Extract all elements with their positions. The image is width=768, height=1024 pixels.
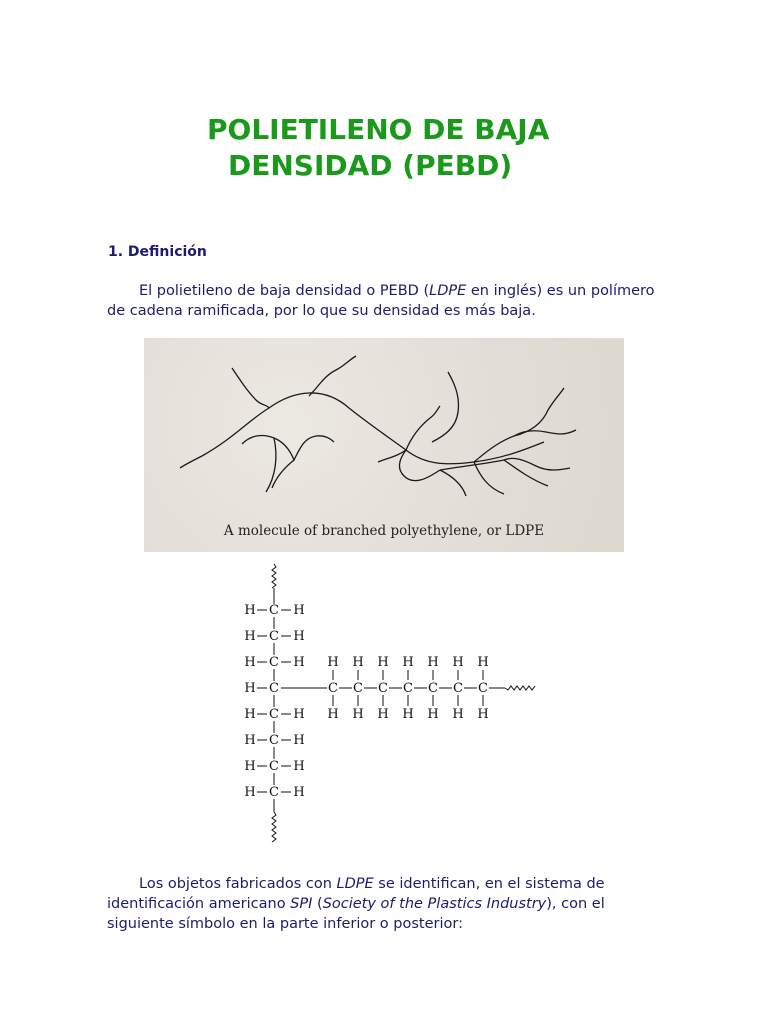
spi-term: SPI: [290, 896, 313, 912]
hydrogen-atom: H: [293, 785, 305, 800]
identification-paragraph: Los objetos fabricados con LDPE se identifican, en el sistema de identificación americano SPI (Society of the Plastics Industry), con el siguiente símbolo en la parte inferior o posterior:: [107, 876, 605, 932]
carbon-atom: C: [269, 603, 279, 618]
hydrogen-atom: H: [293, 759, 305, 774]
hydrogen-atom: H: [427, 707, 439, 722]
hydrogen-atom: H: [293, 629, 305, 644]
carbon-atom: C: [478, 681, 488, 696]
hydrogen-atom: H: [452, 655, 464, 670]
carbon-atom: C: [269, 629, 279, 644]
carbon-atom: C: [428, 681, 438, 696]
carbon-atom: C: [328, 681, 338, 696]
section-heading-definicion: 1. Definición: [108, 244, 207, 260]
hydrogen-atom: H: [244, 759, 256, 774]
carbon-atom: C: [353, 681, 363, 696]
hydrogen-atom: H: [377, 707, 389, 722]
branched-polyethylene-drawing: [144, 338, 624, 552]
hydrogen-atom: H: [402, 707, 414, 722]
hydrogen-atom: H: [244, 603, 256, 618]
ldpe-term: LDPE: [429, 283, 467, 299]
hydrogen-atom: H: [244, 681, 256, 696]
hydrogen-atom: H: [352, 655, 364, 670]
hydrogen-atom: H: [477, 707, 489, 722]
hydrogen-atom: H: [477, 655, 489, 670]
title-line-1: POLIETILENO DE BAJA: [207, 113, 550, 146]
hydrogen-atom: H: [293, 707, 305, 722]
society-term: Society of the Plastics Industry: [322, 896, 547, 912]
hydrogen-atom: H: [452, 707, 464, 722]
hydrogen-atom: H: [377, 655, 389, 670]
definition-paragraph: El polietileno de baja densidad o PEBD (LDPE en inglés) es un polímero de cadena ramificada, por lo que su densidad es más baja.: [107, 283, 655, 319]
carbon-atom: C: [269, 785, 279, 800]
hydrogen-atom: H: [293, 655, 305, 670]
hydrogen-atom: H: [293, 733, 305, 748]
carbon-atom: C: [269, 733, 279, 748]
hydrogen-atom: H: [244, 629, 256, 644]
hydrogen-atom: H: [244, 733, 256, 748]
carbon-atom: C: [269, 655, 279, 670]
hydrogen-atom: H: [244, 785, 256, 800]
carbon-atom: C: [269, 707, 279, 722]
structural-formula: [230, 560, 550, 850]
carbon-atom: C: [378, 681, 388, 696]
title-line-2: DENSIDAD (PEBD): [228, 149, 513, 182]
hydrogen-atom: H: [352, 707, 364, 722]
carbon-atom: C: [269, 681, 279, 696]
ldpe-term-2: LDPE: [336, 876, 374, 892]
hydrogen-atom: H: [244, 655, 256, 670]
hydrogen-atom: H: [427, 655, 439, 670]
hydrogen-atom: H: [327, 707, 339, 722]
carbon-atom: C: [269, 759, 279, 774]
branched-molecule-figure: [144, 338, 624, 552]
carbon-atom: C: [403, 681, 413, 696]
hydrogen-atom: H: [327, 655, 339, 670]
figure-caption: A molecule of branched polyethylene, or LDPE: [223, 523, 545, 539]
hydrogen-atom: H: [244, 707, 256, 722]
hydrogen-atom: H: [402, 655, 414, 670]
hydrogen-atom: H: [293, 603, 305, 618]
carbon-atom: C: [453, 681, 463, 696]
